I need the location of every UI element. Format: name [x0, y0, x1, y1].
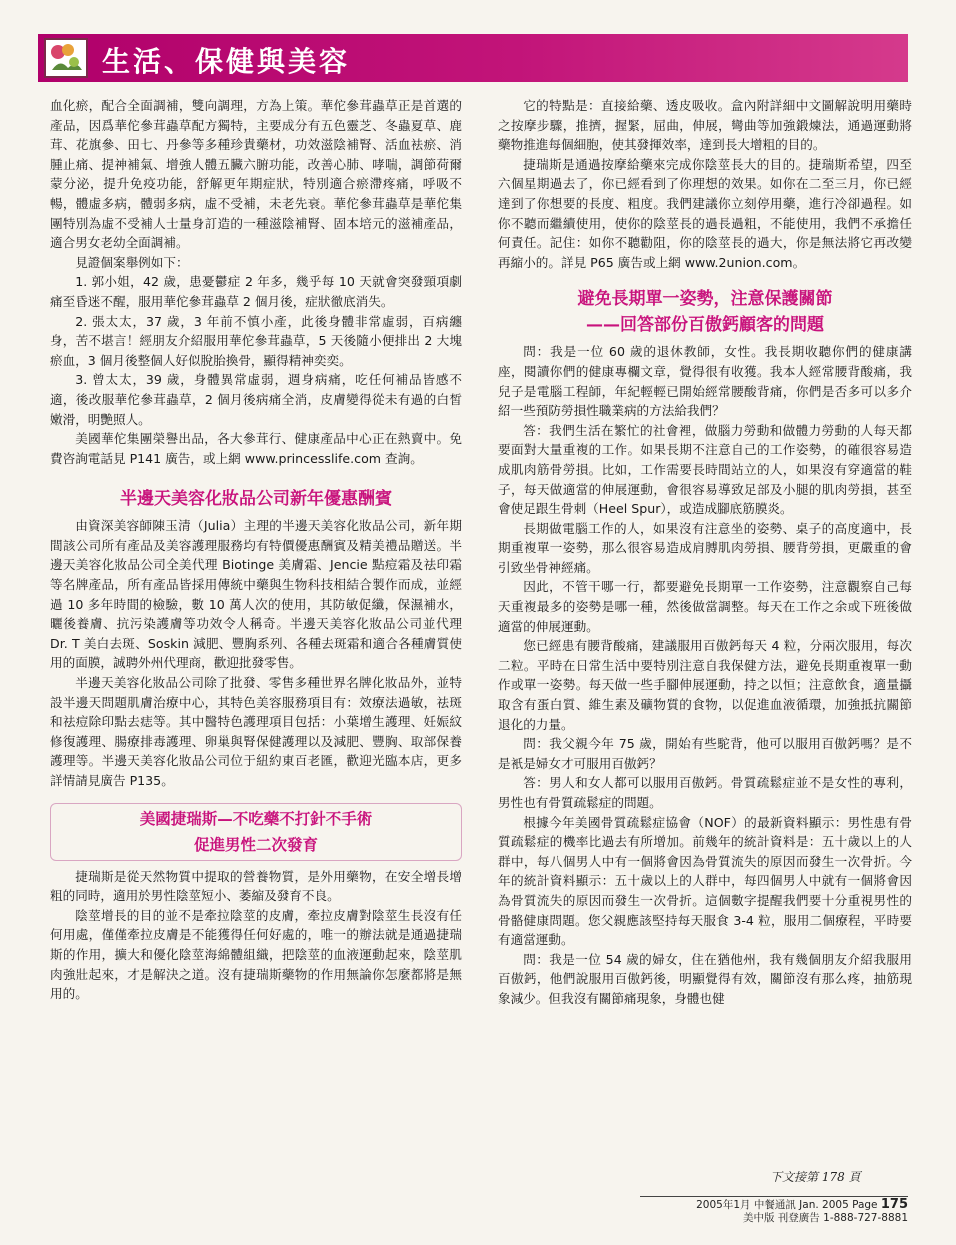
- paragraph: 因此，不管干哪一行，都要避免長期單一工作姿勢，注意觀察自己每天重複最多的姿勢是哪一種，然後做當調整。每天在工作之余或下班後做適當的伸展運動。: [498, 579, 912, 634]
- right-column: [498, 96, 912, 1009]
- paragraph: 3. 曾太太，39 歲，身體異常虛弱，週身病痛，吃任何補品皆感不適，後改服華佗參茸蟲草，2 個月後病痛全消，皮膚變得從未有過的白皙嫩滑，明艷照人。: [50, 372, 462, 427]
- paragraph: 您已經患有腰背酸痛，建議服用百傲鈣每天 4 粒，分兩次服用，每次二粒。平時在日常生活中要特別注意自我保健方法，避免長期重複單一動作或單一姿勢。每天做一些手腳伸展運動，持之以恒；注意飲食，適量攝取含有蛋白質、維生素及礦物質的食物，以促進血液循環，加強抵抗關節退化的力量。: [498, 638, 912, 732]
- page-number: 175: [880, 1197, 908, 1212]
- paragraph: 血化瘀，配合全面調補，雙向調理，方為上策。華佗參茸蟲草正是首選的產品，因爲華佗參茸蟲草配方獨特，主要成分有五色靈芝、冬蟲夏草、鹿茸、花旗參、田七、丹參等多種珍貴藥材，功效滋陰補腎、活血袪瘀、消腫止痛、提神補氣、增強人體五臟六腑功能，改善心肺、哮喘，調節荷爾蒙分泌，提升免疫功能，舒解更年期症狀，特別適合瘀滯疼痛，呼吸不暢，體虛多病，體弱多病，虛不受補，未老先衰。華佗參茸蟲草是華佗集團特別為虛不受補人士量身訂造的一種滋陰補腎、固本培元的滋補產品，適合男女老幼全面調補。: [50, 98, 462, 251]
- paragraph: 捷瑞斯是通過按摩給藥來完成你陰莖長大的目的。捷瑞斯希望，四至六個星期過去了，你已經看到了你理想的效果。如你在二至三月，你已經達到了你想要的長度、粗度。我們建議你立刻停用藥，進行冷卻過程。如你不聽而繼續使用，使你的陰莖長的過長過粗，不能使用，我們不承擔任何責任。記住：如你不聽勸阻，你的陰莖長的過大，你是無法將它再改變再縮小的。詳見 P65 廣告或上網 www.2union.com。: [498, 156, 912, 270]
- paragraph: 答：男人和女人都可以服用百傲鈣。骨質疏鬆症並不是女性的專利，男性也有骨質疏鬆症的問題。: [498, 775, 912, 810]
- paragraph: 長期做電腦工作的人，如果沒有注意坐的姿勢、桌子的高度適中，長期重複單一姿勢，那么很容易造成肩膊肌肉勞損、腰背勞損，更嚴重的會引致坐骨神經痛。: [498, 520, 912, 575]
- article-heading: 美國捷瑞斯—不吃藥不打針不手術: [139, 809, 373, 828]
- paragraph: 問：我是一位 54 歲的婦女，住在猶他州，我有幾個朋友介紹我服用百傲鈣，他們說服用百傲鈣後，明顯覺得有效，關節沒有那么疼，抽筋現象減少。但我沒有關節痛現象，身體也健: [498, 951, 912, 1006]
- paragraph: 1. 郭小姐，42 歲，患憂鬱症 2 年多，幾乎每 10 天就會突發頸項劇痛至昏迷不醒，服用華佗參茸蟲草 2 個月後，症狀徹底消失。: [50, 274, 462, 309]
- paragraph: 根據今年美國骨質疏鬆症協會（NOF）的最新資料顯示：男性患有骨質疏鬆症的機率比過去有所增加。前幾年的統計資料是：五十歲以上的人群中，每八個男人中有一個將會因為骨質流失的原因而發生一次骨折。今年的統計資料顯示：五十歲以上的人群中，每四個男人中就有一個將會因為骨質流失的原因而發生一次骨折。這個數字提醒我們要十分重視男性的骨骼健康問題。您父親應該堅持每天服食 3-4 粒，服用二個療程，平時要有適當運動。: [498, 814, 912, 948]
- paragraph: 美國華佗集團榮譽出品，各大參茸行、健康產品中心正在熱賣中。免費咨詢電話見 P141 廣告，或上網 www.princesslife.com 查詢。: [50, 431, 462, 466]
- article-heading-box: [50, 803, 462, 861]
- paragraph: 答：我們生活在繁忙的社會裡，做腦力勞動和做體力勞動的人每天都要面對大量重複的工作。如果長期不注意自己的工作姿勢，的確很容易造成肌肉筋骨勞損。比如，工作需要長時間站立的人，如果沒有穿適當的鞋子，每天做適當的伸展運動，會很容易導致足部及小腿的肌肉勞損，甚至會使足跟生骨刺（Heel Spur），或造成腳底筋膜炎。: [498, 422, 912, 517]
- article-heading: 半邊天美容化妝品公司新年優惠酬賓: [120, 489, 392, 510]
- paragraph: 2. 張太太，37 歲，3 年前不慎小產，此後身體非常虛弱，百病纏身，苦不堪言！經朋友介紹服用華佗參茸蟲草，5 天後隨小便排出 2 大塊瘀血，3 個月後整個人好似脫胎換骨，顯得精神奕奕。: [50, 313, 462, 368]
- paragraph: 陰莖增長的目的並不是牽拉陰莖的皮膚，牽拉皮膚對陰莖生長沒有任何用處，僅僅牽拉皮膚是不能獲得任何好處的，唯一的辦法就是通過捷瑞斯的作用，擴大和優化陰莖海綿體組織，把陰莖的血液運動起來，陰莖肌肉強壯起來，才是解決之道。沒有捷瑞斯藥物的作用無論你怎麼都將是無用的。: [50, 907, 462, 1002]
- paragraph: 捷瑞斯是從天然物質中提取的營養物質，是外用藥物，在安全增長增粗的同時，適用於男性陰莖短小、萎縮及發育不良。: [50, 868, 462, 904]
- continued-note: 下文接第 178 頁: [770, 1170, 861, 1184]
- paragraph: 見證個案舉例如下：: [75, 254, 189, 270]
- paragraph: 問：我是一位 60 歲的退休教師，女性。我長期收聽你們的健康講座，閱讀你們的健康專欄文章，覺得很有收獲。我本人經常腰背酸痛，我兒子是電腦工程師，年紀輕輕已開始經常腰酸背痛，你們是否多可以多介紹一些預防勞損性職業病的方法給我們？: [498, 344, 912, 419]
- section-logo-icon: [44, 38, 88, 78]
- article-heading: 避免長期單一姿勢，注意保護關節: [577, 289, 833, 310]
- paragraph: 由資深美容師陳玉清（Julia）主理的半邊天美容化妝品公司，新年期間該公司所有產品及美容護理服務均有特價優惠酬賓及精美禮品贈送。半邊天美容化妝品公司全美代理 Biotinge 美膚霜、Jencie 點痘霜及祛印霜等名牌產品，所有產品皆採用傳統中藥與生物科技相結合製作而成，並經過 10 多年時間的檢驗，數 10 萬人次的使用，其防敏促纖，保濕補水，曬後養膚、抗污染護膚等功效令人稱奇。半邊天美容化妝品公司並代理 Dr. T 美白去斑、Soskin 減肥、豐胸系列、各種去斑霜和適合各種膚質使用的面膜，誠聘外州代理商，歡迎批發零售。: [50, 518, 462, 671]
- issue-line: 2005年1月 中餐通訊 Jan. 2005 Page: [696, 1199, 878, 1211]
- page-footer: [668, 1198, 908, 1225]
- article-subheading: ——回答部份百傲鈣顧客的問題: [586, 315, 824, 336]
- paragraph: 半邊天美容化妝品公司除了批發、零售多種世界名牌化妝品外，並特設半邊天問題肌膚治療中心，其特色美容服務項目有：效療法過敏，祛斑和祛痘除印點去痣等。其中醫特色護理項目包括：小葉增生護理、妊娠紋修復護理、腸療排毒護理、卵巢與腎保健護理以及減肥、豐胸、取部保養護理等。半邊天美容化妝品公司位于紐約東百老匯，歡迎光臨本店，更多詳情請見廣告 P135。: [50, 675, 462, 788]
- left-column: [50, 96, 462, 1004]
- footer-divider: [640, 1196, 908, 1197]
- section-title: 生活、保健與美容: [102, 45, 351, 78]
- paragraph: 它的特點是：直接給藥、透皮吸收。盒內附詳細中文圖解說明用藥時之按摩步驟，推擠，握緊，屈曲，伸展，彎曲等加強鍛煉法，通過運動將藥物推進每個細胞，使其發揮效率，達到長大增粗的目的。: [498, 98, 912, 153]
- paragraph: 問：我父親今年 75 歲，開始有些駝背，他可以服用百傲鈣嗎？是不是衹是婦女才可服用百傲鈣？: [498, 736, 912, 771]
- article-subheading: 促進男性二次發育: [193, 835, 318, 854]
- section-header: [38, 34, 908, 82]
- edition-line: 美中版 刊登廣告 1-888-727-8881: [742, 1212, 908, 1224]
